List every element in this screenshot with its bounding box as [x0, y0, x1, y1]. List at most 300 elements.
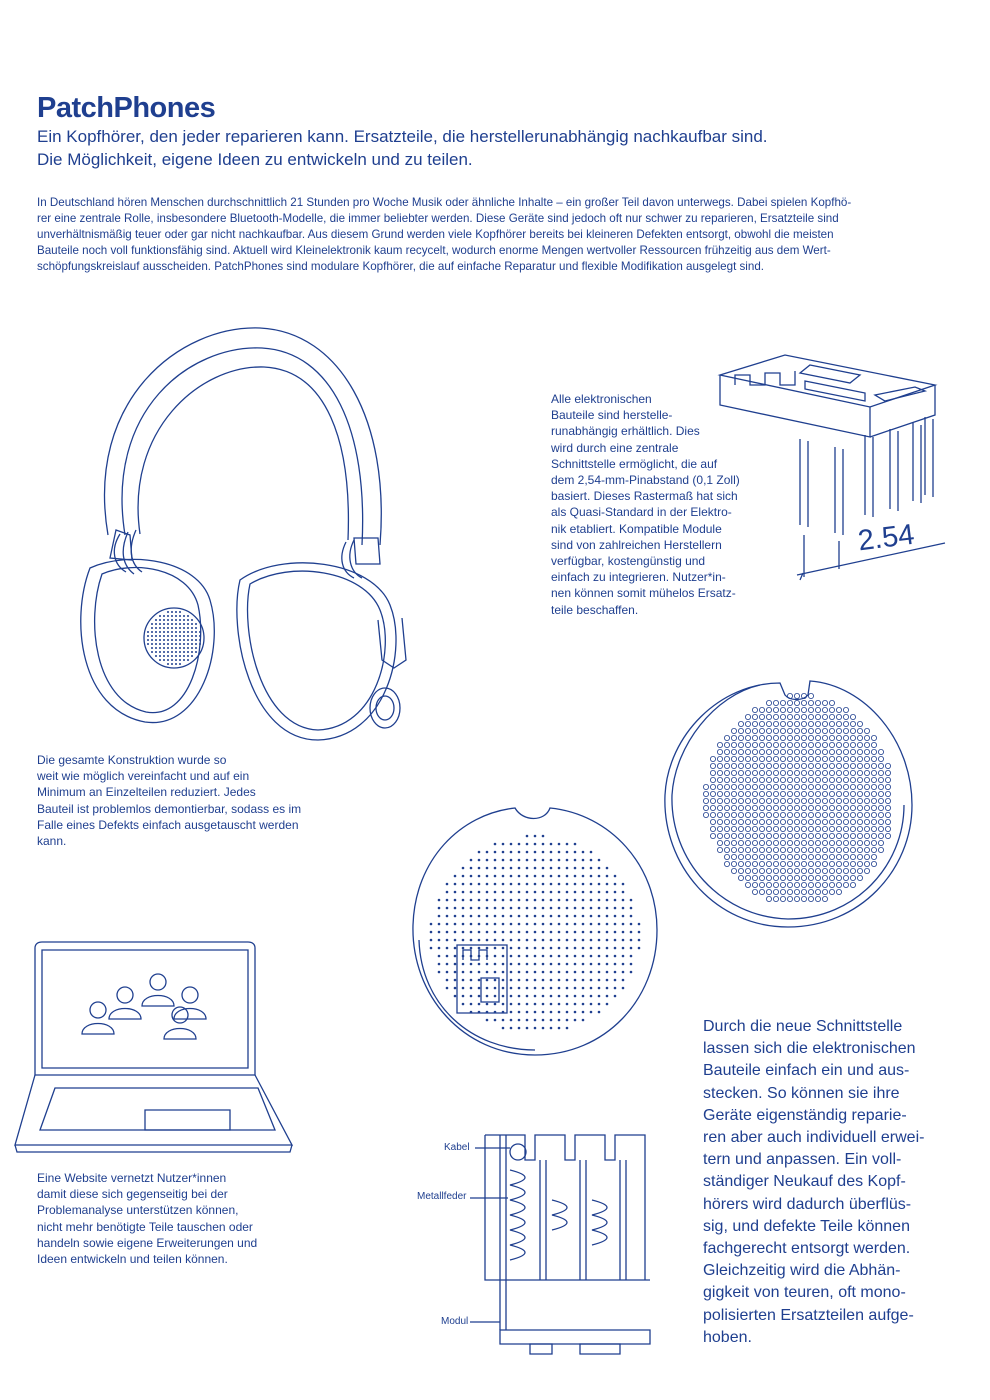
solder-pad — [773, 707, 778, 712]
perfboard-hole — [542, 1003, 545, 1006]
perfboard-hole — [526, 1019, 529, 1022]
solder-pad — [710, 819, 715, 824]
solder-pad — [759, 770, 764, 775]
perfboard-hole — [542, 883, 545, 886]
solder-pad — [857, 847, 862, 852]
solder-pad — [752, 791, 757, 796]
solder-pad — [857, 840, 862, 845]
perfboard-hole — [502, 939, 505, 942]
solder-pad — [871, 763, 876, 768]
perfboard-hole — [510, 899, 513, 902]
solder-pad — [864, 854, 869, 859]
volume-knob-icon — [370, 688, 400, 728]
solder-pad — [773, 805, 778, 810]
solder-pad — [773, 721, 778, 726]
solder-pad — [801, 847, 806, 852]
solder-pad — [836, 861, 841, 866]
perfboard-hole — [566, 1011, 569, 1014]
solder-pad — [808, 826, 813, 831]
perfboard-hole — [518, 851, 521, 854]
solder-pad — [836, 833, 841, 838]
perfboard-hole — [574, 851, 577, 854]
perfboard-hole — [526, 931, 529, 934]
perfboard-hole — [622, 939, 625, 942]
grille-dot — [187, 655, 189, 657]
perfboard-hole — [566, 931, 569, 934]
grille-dot — [167, 611, 169, 613]
solder-pad — [885, 812, 890, 817]
perfboard-hole — [590, 907, 593, 910]
solder-pad — [836, 791, 841, 796]
perfboard-hole — [494, 907, 497, 910]
solder-pad — [794, 707, 799, 712]
solder-pad — [745, 735, 750, 740]
perfboard-hole — [526, 883, 529, 886]
solder-pad — [815, 798, 820, 803]
grille-dot — [163, 651, 165, 653]
perfboard-hole — [526, 955, 529, 958]
perfboard-hole — [566, 987, 569, 990]
perfboard-hole — [438, 971, 441, 974]
perfboard-hole — [574, 931, 577, 934]
perfboard-hole — [526, 1003, 529, 1006]
solder-pad — [780, 833, 785, 838]
solder-pad — [815, 812, 820, 817]
paragraph-line: einfach zu integrieren. Nutzer*in- — [551, 570, 726, 585]
solder-pad — [808, 742, 813, 747]
solder-pad — [871, 833, 876, 838]
perfboard-hole — [630, 971, 633, 974]
solder-pad — [801, 714, 806, 719]
perfboard-hole — [606, 899, 609, 902]
perfboard-hole — [518, 1019, 521, 1022]
solder-pad — [808, 770, 813, 775]
solder-pad — [885, 777, 890, 782]
spring-connector-illustration — [480, 1130, 660, 1370]
solder-pad — [724, 742, 729, 747]
solder-pad — [815, 861, 820, 866]
solder-pad — [738, 770, 743, 775]
perfboard-hole — [582, 1011, 585, 1014]
perfboard-hole — [494, 915, 497, 918]
paragraph-line: Bauteile einfach ein und aus- — [703, 1062, 910, 1080]
perfboard-hole — [486, 875, 489, 878]
solder-pad — [871, 770, 876, 775]
grille-dot — [175, 651, 177, 653]
solder-pad — [731, 833, 736, 838]
perfboard-hole — [590, 923, 593, 926]
perfboard-hole — [590, 851, 593, 854]
perfboard-hole — [558, 987, 561, 990]
perfboard-hole — [518, 867, 521, 870]
solder-pad — [857, 721, 862, 726]
solder-pad — [717, 819, 722, 824]
solder-pad — [773, 763, 778, 768]
solder-pad — [752, 728, 757, 733]
solder-pad — [864, 763, 869, 768]
solder-pad — [745, 833, 750, 838]
solder-pad — [717, 791, 722, 796]
solder-pad — [766, 833, 771, 838]
solder-pad — [745, 868, 750, 873]
grille-dot — [151, 627, 153, 629]
grille-dot — [183, 659, 185, 661]
perfboard-hole — [574, 891, 577, 894]
solder-pad — [766, 777, 771, 782]
solder-pad — [857, 798, 862, 803]
perfboard-hole — [446, 891, 449, 894]
solder-pad — [836, 882, 841, 887]
perfboard-hole — [446, 979, 449, 982]
perfboard-hole — [478, 891, 481, 894]
perfboard-hole — [486, 995, 489, 998]
solder-pad — [801, 756, 806, 761]
solder-pad — [759, 840, 764, 845]
solder-pad — [773, 770, 778, 775]
solder-pad — [731, 819, 736, 824]
solder-pad — [787, 805, 792, 810]
grille-dot — [155, 627, 157, 629]
perfboard-hole — [470, 987, 473, 990]
perfboard-hole — [614, 915, 617, 918]
solder-pad — [871, 749, 876, 754]
solder-pad — [766, 791, 771, 796]
perfboard-hole — [462, 931, 465, 934]
perfboard-hole — [486, 1011, 489, 1014]
solder-pad — [829, 826, 834, 831]
paragraph-line: stecken. So können sie ihre — [703, 1084, 900, 1102]
solder-pad — [787, 861, 792, 866]
solder-pad — [829, 868, 834, 873]
solder-pad — [780, 714, 785, 719]
solder-pad — [794, 763, 799, 768]
grille-dot — [167, 655, 169, 657]
subtitle — [37, 125, 937, 171]
solder-pad — [794, 882, 799, 887]
solder-pad — [871, 826, 876, 831]
perfboard-hole — [510, 939, 513, 942]
paragraph-line: ren aber auch individuell erwei- — [703, 1129, 925, 1147]
solder-pad — [731, 868, 736, 873]
solder-pad — [857, 805, 862, 810]
perfboard-hole — [614, 955, 617, 958]
grille-dot — [191, 647, 193, 649]
solder-pad — [801, 882, 806, 887]
perfboard-hole — [614, 875, 617, 878]
solder-pad — [850, 791, 855, 796]
perfboard-hole — [518, 931, 521, 934]
paragraph-line: Geräte eigenständig reparie- — [703, 1106, 907, 1124]
solder-pad — [780, 868, 785, 873]
solder-pad — [878, 833, 883, 838]
perfboard-hole — [590, 1003, 593, 1006]
solder-pad — [808, 847, 813, 852]
grille-dot — [187, 635, 189, 637]
solder-pad — [738, 875, 743, 880]
solder-pad — [738, 826, 743, 831]
perfboard-hole — [566, 955, 569, 958]
perfboard-hole — [510, 923, 513, 926]
perfboard-hole — [582, 851, 585, 854]
solder-pad — [787, 889, 792, 894]
solder-pad — [822, 784, 827, 789]
solder-pad — [738, 861, 743, 866]
grille-dot — [155, 643, 157, 645]
solder-pad — [836, 868, 841, 873]
perfboard-hole — [446, 931, 449, 934]
solder-pad — [773, 889, 778, 894]
perfboard-hole — [582, 859, 585, 862]
perfboard-hole — [558, 1011, 561, 1014]
grille-dot — [175, 643, 177, 645]
perfboard-hole — [550, 923, 553, 926]
solder-pad — [752, 721, 757, 726]
perfboard-hole — [550, 1011, 553, 1014]
grille-dot — [171, 623, 173, 625]
grille-dot — [195, 635, 197, 637]
solder-pad — [731, 812, 736, 817]
solder-pad — [745, 714, 750, 719]
solder-pad — [857, 826, 862, 831]
perfboard-hole — [590, 931, 593, 934]
solder-pad — [843, 847, 848, 852]
grille-dot — [191, 627, 193, 629]
perfboard-hole — [614, 891, 617, 894]
solder-pad — [794, 693, 799, 698]
solder-pad — [801, 728, 806, 733]
solder-pad — [815, 854, 820, 859]
perfboard-hole — [502, 979, 505, 982]
grille-dot — [179, 655, 181, 657]
perfboard-hole — [470, 1003, 473, 1006]
solder-pad — [745, 791, 750, 796]
solder-pad — [766, 847, 771, 852]
grille-dot — [179, 659, 181, 661]
perfboard-hole — [582, 867, 585, 870]
perfboard-hole — [606, 915, 609, 918]
solder-pad — [822, 798, 827, 803]
grille-dot — [183, 647, 185, 649]
solder-pad — [829, 875, 834, 880]
solder-pad — [857, 770, 862, 775]
perfboard-hole — [598, 867, 601, 870]
perfboard-hole — [486, 923, 489, 926]
perfboard-hole — [518, 979, 521, 982]
solder-pad — [857, 735, 862, 740]
perfboard-hole — [494, 987, 497, 990]
perfboard-hole — [502, 995, 505, 998]
solder-pad — [815, 791, 820, 796]
perfboard-hole — [502, 851, 505, 854]
perfboard-hole — [542, 995, 545, 998]
paragraph-line: Falle eines Defekts einfach ausgetauscht werden — [37, 817, 299, 832]
intro-line: In Deutschland hören Menschen durchschnittlich 21 Stunden pro Woche Musik oder ähnliche Inhalte – ein großer Teil davon unterwegs. Dabei spielen Kopfhö- — [37, 196, 852, 209]
perfboard-hole — [454, 947, 457, 950]
solder-pad — [745, 777, 750, 782]
perfboard-hole — [478, 899, 481, 902]
solder-pad — [724, 854, 729, 859]
paragraph-line: nen können somit mühelos Ersatz- — [551, 586, 736, 601]
perfboard-hole — [598, 891, 601, 894]
perfboard-hole — [510, 851, 513, 854]
perfboard-hole — [566, 963, 569, 966]
grille-dot — [191, 635, 193, 637]
solder-pad — [787, 735, 792, 740]
solder-pad — [864, 812, 869, 817]
perfboard-hole — [574, 899, 577, 902]
perfboard-hole — [558, 1003, 561, 1006]
perfboard-hole — [558, 851, 561, 854]
solder-pad — [759, 777, 764, 782]
solder-pad — [787, 833, 792, 838]
solder-pad — [787, 868, 792, 873]
perfboard-hole — [486, 931, 489, 934]
perfboard-hole — [526, 915, 529, 918]
perfboard-hole — [630, 939, 633, 942]
solder-pad — [766, 868, 771, 873]
perfboard-hole — [558, 923, 561, 926]
perfboard-hole — [614, 939, 617, 942]
perfboard-hole — [550, 947, 553, 950]
perfboard-hole — [478, 875, 481, 878]
grille-dot — [163, 635, 165, 637]
solder-pad — [864, 791, 869, 796]
perfboard-hole — [462, 915, 465, 918]
solder-pad — [815, 742, 820, 747]
perfboard-hole — [454, 883, 457, 886]
grille-dot — [183, 623, 185, 625]
solder-pad — [808, 728, 813, 733]
perfboard-hole — [566, 891, 569, 894]
perfboard-hole — [518, 971, 521, 974]
perfboard-hole — [486, 899, 489, 902]
perfboard-hole — [558, 883, 561, 886]
perfboard-hole — [462, 995, 465, 998]
solder-pad — [766, 861, 771, 866]
grille-dot — [163, 659, 165, 661]
solder-pad — [752, 714, 757, 719]
perfboard-hole — [542, 987, 545, 990]
grille-dot — [175, 635, 177, 637]
grille-dot — [171, 651, 173, 653]
perfboard-hole — [438, 915, 441, 918]
solder-pad — [815, 882, 820, 887]
intro-line: rer eine zentrale Rolle, insbesondere Bluetooth-Modelle, die immer beliebter werden. Diese Geräte sind jedoch oft nur schwer zu reparieren, Ersatzteile sind — [37, 212, 839, 225]
perfboard-hole — [510, 843, 513, 846]
grille-dot — [167, 663, 169, 665]
solder-pad — [801, 742, 806, 747]
perfboard-hole — [598, 899, 601, 902]
solder-pad — [787, 847, 792, 852]
solder-pad — [822, 742, 827, 747]
perfboard-hole — [446, 971, 449, 974]
perfboard-hole — [566, 971, 569, 974]
solder-pad — [780, 812, 785, 817]
solder-pad — [724, 819, 729, 824]
grille-dot — [167, 631, 169, 633]
perfboard-hole — [502, 923, 505, 926]
solder-pad — [773, 791, 778, 796]
solder-pad — [794, 770, 799, 775]
perfboard-hole — [630, 947, 633, 950]
solder-pad — [745, 812, 750, 817]
solder-pad — [759, 707, 764, 712]
solder-pad — [808, 700, 813, 705]
solder-pad — [822, 777, 827, 782]
grille-dot — [195, 623, 197, 625]
perfboard-hole — [590, 891, 593, 894]
website-paragraph — [37, 1170, 327, 1267]
perfboard-hole — [622, 931, 625, 934]
solder-pad — [738, 735, 743, 740]
user-icon — [150, 974, 166, 990]
solder-pad — [836, 735, 841, 740]
paragraph-line: Bauteile sind herstelle- — [551, 408, 673, 423]
perfboard-hole — [502, 907, 505, 910]
solder-pad — [717, 749, 722, 754]
perfboard-hole — [486, 859, 489, 862]
solder-pad — [794, 819, 799, 824]
perfboard-hole — [502, 867, 505, 870]
solder-pad — [864, 742, 869, 747]
perfboard-hole — [574, 883, 577, 886]
solder-pad — [864, 777, 869, 782]
solder-pad — [738, 763, 743, 768]
solder-pad — [822, 707, 827, 712]
solder-pad — [885, 819, 890, 824]
perfboard-hole — [438, 923, 441, 926]
perfboard-hole — [534, 979, 537, 982]
solder-pad — [864, 819, 869, 824]
perfboard-hole — [542, 939, 545, 942]
grille-dot — [159, 643, 161, 645]
solder-pad — [850, 728, 855, 733]
solder-pad — [794, 728, 799, 733]
perfboard-hole — [574, 979, 577, 982]
solder-pad — [759, 882, 764, 887]
perfboard-hole — [638, 923, 641, 926]
solder-pad — [843, 805, 848, 810]
solder-pad — [808, 714, 813, 719]
solder-pad — [822, 833, 827, 838]
solder-pad — [759, 728, 764, 733]
solder-pad — [759, 714, 764, 719]
perfboard-hole — [566, 947, 569, 950]
perfboard-hole — [462, 899, 465, 902]
solder-pad — [857, 749, 862, 754]
perfboard-hole — [470, 907, 473, 910]
perfboard-hole — [622, 883, 625, 886]
perfboard-hole — [534, 915, 537, 918]
solder-pad — [787, 707, 792, 712]
solder-pad — [857, 763, 862, 768]
perfboard-hole — [614, 907, 617, 910]
grille-dot — [179, 619, 181, 621]
solder-pad — [864, 798, 869, 803]
perfboard-hole — [518, 875, 521, 878]
grille-dot — [199, 639, 201, 641]
solder-pad — [843, 777, 848, 782]
grille-dot — [187, 639, 189, 641]
grille-dot — [187, 659, 189, 661]
perfboard-hole — [558, 867, 561, 870]
perfboard-hole — [550, 883, 553, 886]
solder-pad — [780, 784, 785, 789]
solder-pad — [738, 819, 743, 824]
perfboard-hole — [486, 891, 489, 894]
perfboard-hole — [446, 907, 449, 910]
perfboard-hole — [478, 947, 481, 950]
